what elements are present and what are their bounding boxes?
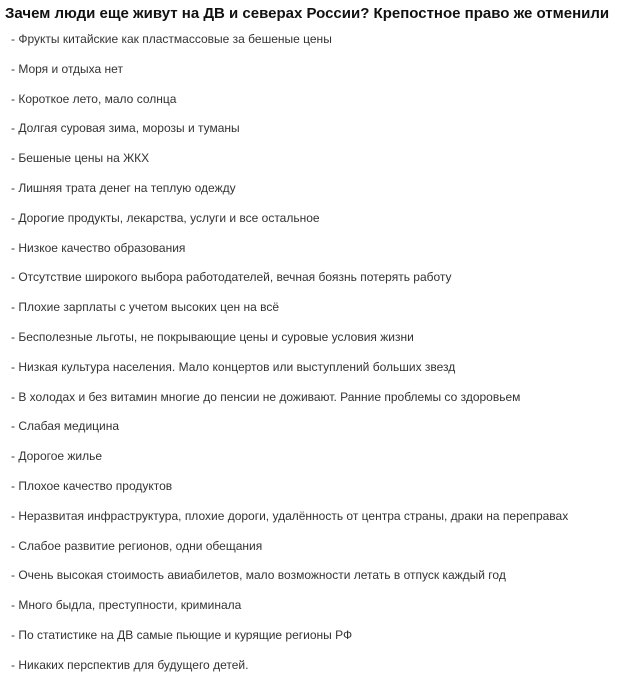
list-item: - Низкое качество образования: [11, 240, 186, 255]
list-item: - Слабая медицина: [11, 419, 120, 434]
list-item: - Дорогое жилье: [11, 449, 103, 464]
list-item: - Моря и отдыха нет: [11, 61, 123, 76]
list-item: - Отсутствие широкого выбора работодателей, вечная боязнь потерять работу: [11, 270, 452, 285]
list-item: - Слабое развитие регионов, одни обещания: [11, 538, 263, 553]
list-item: - Очень высокая стоимость авиабилетов, мало возможности летать в отпуск каждый год: [11, 568, 506, 583]
list-item: - Бесполезные льготы, не покрывающие цены и суровые условия жизни: [11, 329, 414, 344]
list-item: - Неразвитая инфраструктура, плохие дороги, удалённость от центра страны, драки на переправах: [11, 508, 569, 523]
list-item: - Бешеные цены на ЖКХ: [11, 151, 150, 166]
list-item: - Короткое лето, мало солнца: [11, 91, 177, 106]
list-item: - Фрукты китайские как пластмассовые за бешеные цены: [11, 32, 332, 46]
list-item: - Долгая суровая зима, морозы и туманы: [11, 121, 240, 136]
list-item: - Дорогие продукты, лекарства, услуги и все остальное: [11, 210, 320, 225]
list-item: - В холодах и без витамин многие до пенсии не доживают. Ранние проблемы со здоровьем: [11, 389, 521, 404]
list-item: - Никаких перспектив для будущего детей.: [11, 657, 249, 672]
page-title: Зачем люди еще живут на ДВ и северах России? Крепостное право же отменили: [5, 5, 610, 22]
list-item: - Плохие зарплаты с учетом высоких цен на всё: [11, 300, 280, 315]
list-item: - Лишняя трата денег на теплую одежду: [11, 180, 236, 195]
list-item: - Плохое качество продуктов: [11, 478, 173, 493]
list-item: - По статистике на ДВ самые пьющие и курящие регионы РФ: [11, 627, 353, 642]
reasons-list: [5, 25, 640, 681]
list-item: - Низкая культура населения. Мало концертов или выступлений больших звезд: [11, 359, 456, 374]
list-item: - Много быдла, преступности, криминала: [11, 598, 242, 613]
